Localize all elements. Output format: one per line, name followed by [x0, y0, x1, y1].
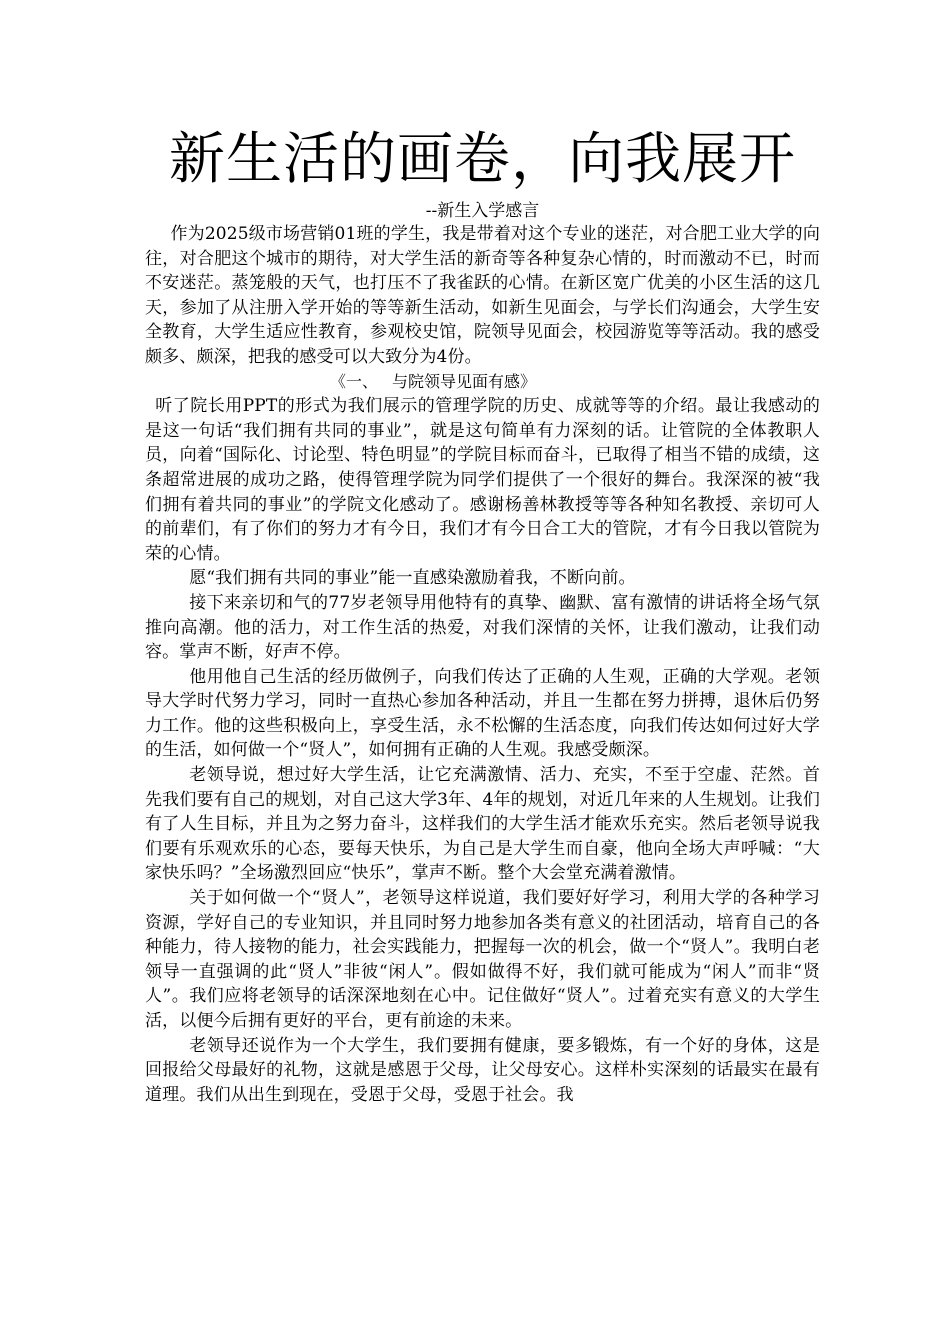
body-paragraph: 他用他自己生活的经历做例子，向我们传达了正确的人生观，正确的大学观。老领导大学时代努力学习，同时一直热心参加各种活动，并且一生都在努力拼搏，退休后仍努力工作。他的这些积极向上，享受生活，永不松懈的生活态度，向我们传达如何过好大学的生活，如何做一个“贤人”，如何拥有正确的人生观。我感受颇深。	[145, 666, 820, 761]
body-paragraph: 关于如何做一个“贤人”，老领导这样说道，我们要好好学习，利用大学的各种学习资源，学好自己的专业知识，并且同时努力地参加各类有意义的社团活动，培育自己的各种能力，待人接物的能力，社会实践能力，把握每一次的机会，做一个“贤人”。我明白老领导一直强调的此“贤人”非彼“闲人”。假如做得不好，我们就可能成为“闲人”而非“贤人”。我们应将老领导的话深深地刻在心中。记住做好“贤人”。过着充实有意义的大学生活，以便今后拥有更好的平台，更有前途的未来。	[145, 888, 820, 1031]
document-page	[145, 120, 820, 1107]
body-paragraph: 老领导说，想过好大学生活，让它充满激情、活力、充实，不至于空虚、茫然。首先我们要有自己的规划，对自己这大学3年、4年的规划，对近几年来的人生规划。让我们有了人生目标，并且为之努力奋斗，这样我们的大学生活才能欢乐充实。然后老领导说我们要有乐观欢乐的心态，要每天快乐，为自己是大学生而自豪，他向全场大声呼喊：“大家快乐吗？”全场激烈回应“快乐”，掌声不断。整个大会堂充满着激情。	[145, 765, 820, 884]
section-number: 《一、	[330, 371, 379, 391]
intro-paragraph: 作为2025级市场营销01班的学生，我是带着对这个专业的迷茫，对合肥工业大学的向往，对合肥这个城市的期待，对大学生活的新奇等各种复杂心情的，时而激动不已，时而不安迷茫。蒸笼般的天气，也打压不了我雀跃的心情。在新区宽广优美的小区生活的这几天，参加了从注册入学开始的等等新生活动，如新生见面会，与学长们沟通会，大学生安全教育，大学生适应性教育，参观校史馆，院领导见面会，校园游览等等活动。我的感受颇多、颇深，把我的感受可以大致分为4份。	[145, 224, 820, 367]
document-subtitle: --新生入学感言	[425, 201, 540, 221]
section-heading	[145, 370, 820, 395]
section-title: 与院领导见面有感》	[392, 371, 537, 391]
document-title: 新生活的画卷，向我展开	[169, 127, 796, 192]
body-paragraph: 愿“我们拥有共同的事业”能一直感染激励着我，不断向前。	[189, 568, 636, 589]
body-paragraph: 听了院长用PPT的形式为我们展示的管理学院的历史、成就等等的介绍。最让我感动的是这一句话“我们拥有共同的事业”，就是这句简单有力深刻的话。让管院的全体教职人员，向着“国际化、讨论型、特色明显”的学院目标而奋斗，已取得了相当不错的成绩，这条超常进展的成功之路，使得管理学院为同学们提供了一个很好的舞台。我深深的被“我们拥有着共同的事业”的学院文化感动了。感谢杨善林教授等等各种知名教授、亲切可人的前辈们，有了你们的努力才有今日，我们才有今日合工大的管院，才有今日我以管院为荣的心情。	[145, 396, 820, 564]
body-paragraph: 接下来亲切和气的77岁老领导用他特有的真挚、幽默、富有激情的讲话将全场气氛推向高潮。他的活力，对工作生活的热爱，对我们深情的关怀，让我们激动，让我们动容。掌声不断，好声不停。	[145, 592, 820, 663]
body-paragraph: 老领导还说作为一个大学生，我们要拥有健康，要多锻炼，有一个好的身体，这是回报给父母最好的礼物，这就是感恩于父母，让父母安心。这样朴实深刻的话最实在最有道理。我们从出生到现在，受恩于父母，受恩于社会。我	[145, 1035, 820, 1105]
